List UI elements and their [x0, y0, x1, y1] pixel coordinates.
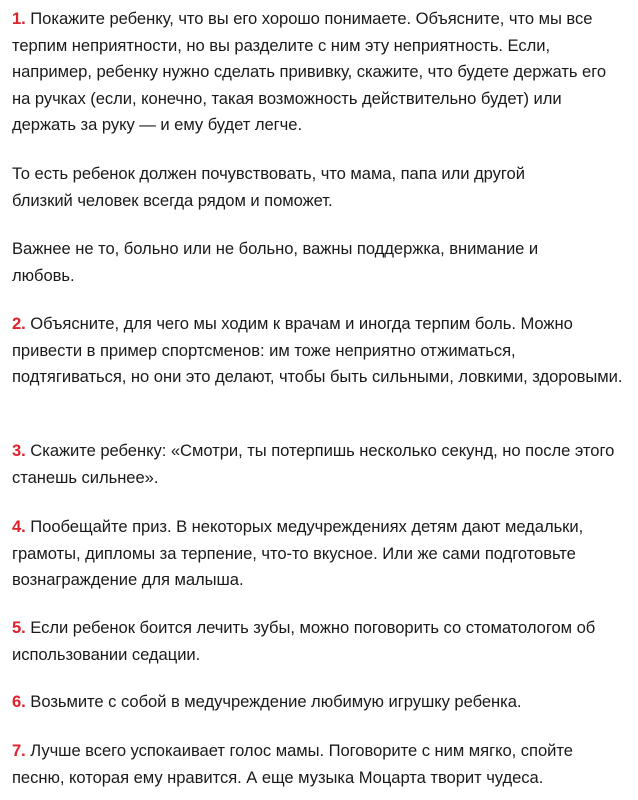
- paragraph-explanation-2: [12, 236, 602, 289]
- paragraph-tip-5: [12, 615, 624, 668]
- paragraph-explanation-1: [12, 161, 582, 214]
- paragraph-text: Скажите ребенку: «Смотри, ты потерпишь несколько секунд, но после этого станешь сильнее».: [12, 441, 615, 487]
- paragraph-text: Пообещайте приз. В некоторых медучреждениях детям дают медальки, грамоты, дипломы за терпение, что-то вкусное. Или же сами подготовьте вознаграждение для малыша.: [12, 517, 584, 589]
- paragraph-text: То есть ребенок должен почувствовать, что мама, папа или другой близкий человек всегда рядом и поможет.: [12, 164, 525, 210]
- paragraph-tip-6: [12, 689, 624, 716]
- paragraph-text: Покажите ребенку, что вы его хорошо понимаете. Объясните, что мы все терпим неприятности, но вы разделите с ним эту неприятность. Если, например, ребенку нужно сделать прививку, скажите, что будете держать его на ручках (если, конечно, такая возможность действительно будет) или держать за руку — и ему будет легче.: [12, 9, 607, 134]
- tip-number: 7.: [12, 741, 26, 760]
- tip-number: 3.: [12, 441, 26, 460]
- paragraph-text: Если ребенок боится лечить зубы, можно поговорить со стоматологом об использовании седации.: [12, 618, 596, 664]
- paragraph-tip-4: [12, 514, 634, 594]
- tip-number: 6.: [12, 692, 26, 711]
- paragraph-tip-7: [12, 738, 624, 791]
- paragraph-text: Объясните, для чего мы ходим к врачам и иногда терпим боль. Можно привести в пример спортсменов: им тоже неприятно отжиматься, подтягиваться, но они это делают, чтобы быть сильными, ловкими, здоровыми.: [12, 314, 623, 386]
- paragraph-tip-1: [12, 6, 624, 139]
- paragraph-tip-3: [12, 438, 624, 491]
- paragraph-tip-2: [12, 311, 624, 391]
- tip-number: 1.: [12, 9, 26, 28]
- paragraph-text: Важнее не то, больно или не больно, важны поддержка, внимание и любовь.: [12, 239, 539, 285]
- tip-number: 2.: [12, 314, 26, 333]
- paragraph-text: Возьмите с собой в медучреждение любимую игрушку ребенка.: [25, 692, 522, 711]
- tip-number: 5.: [12, 618, 26, 637]
- tip-number: 4.: [12, 517, 26, 536]
- paragraph-text: Лучше всего успокаивает голос мамы. Поговорите с ним мягко, спойте песню, которая ему нравится. А еще музыка Моцарта творит чудеса.: [12, 741, 573, 787]
